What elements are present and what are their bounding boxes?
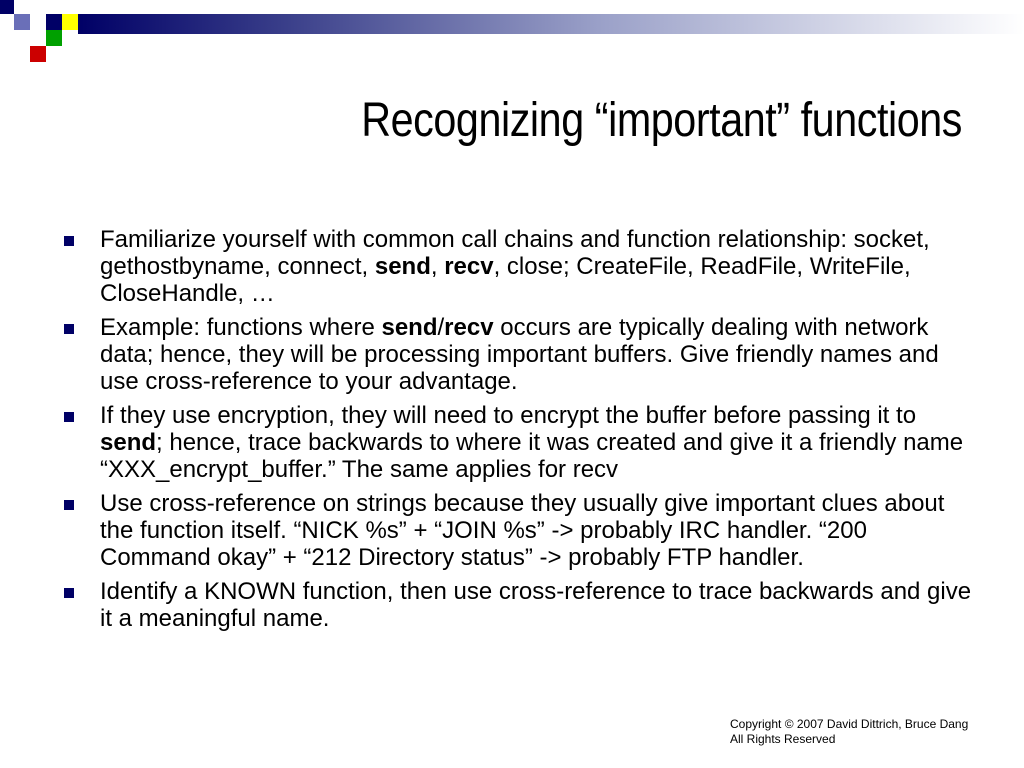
- bullet-text: Familiarize yourself with common call chains and function relationship: socket, gethostbyname, connect,: [100, 226, 930, 280]
- bullet-text: If they use encryption, they will need to encrypt the buffer before passing it to: [100, 402, 917, 429]
- deco-square-yellow: [62, 14, 78, 30]
- bullet-item: [62, 402, 972, 483]
- bullet-square-icon: [64, 412, 74, 422]
- bullet-text: Identify a KNOWN function, then use cross-reference to trace backwards and give it a meaningful name.: [100, 578, 972, 632]
- bullet-square-icon: [64, 588, 74, 598]
- bullet-bold-text: send: [100, 429, 157, 456]
- bullet-list: [62, 226, 972, 639]
- bullet-item: [62, 490, 972, 571]
- bullet-text: /: [437, 314, 445, 341]
- bullet-bold-text: send: [381, 314, 438, 341]
- header-gradient-bar: [78, 14, 1024, 34]
- bullet-square-icon: [64, 324, 74, 334]
- bullet-item: [62, 226, 972, 307]
- bullet-item: [62, 578, 972, 632]
- copyright-notice: [730, 717, 968, 747]
- deco-square-navy-2: [46, 14, 62, 30]
- bullet-square-icon: [64, 236, 74, 246]
- bullet-bold-text: recv: [444, 314, 494, 341]
- deco-square-navy: [0, 0, 14, 14]
- slide-title: Recognizing “important” functions: [361, 94, 962, 147]
- bullet-text: occurs are typically dealing with network data; hence, they will be processing important buffers. Give friendly names and use cross-reference to your advantage.: [100, 314, 939, 395]
- bullet-text: ; hence, trace backwards to where it was created and give it a friendly name “XXX_encrypt_buffer.” The same applies for recv: [100, 429, 964, 483]
- bullet-bold-text: recv: [444, 253, 494, 280]
- bullet-bold-text: send: [374, 253, 431, 280]
- copyright-line-2: All Rights Reserved: [730, 732, 836, 746]
- deco-square-green: [46, 30, 62, 46]
- bullet-text: Use cross-reference on strings because they usually give important clues about the function itself. “NICK %s” + “JOIN %s” -> probably IRC handler. “200 Command okay” + “212 Directory status” -> probably FTP handler.: [100, 490, 945, 571]
- copyright-line-1: Copyright © 2007 David Dittrich, Bruce Dang: [730, 717, 969, 731]
- bullet-text: , close; CreateFile, ReadFile, WriteFile, CloseHandle, …: [100, 253, 911, 307]
- deco-square-red: [30, 46, 46, 62]
- bullet-square-icon: [64, 500, 74, 510]
- deco-square-blue: [14, 14, 30, 30]
- bullet-item: [62, 314, 972, 395]
- bullet-text: Example: functions where: [100, 314, 382, 341]
- bullet-text: ,: [430, 253, 445, 280]
